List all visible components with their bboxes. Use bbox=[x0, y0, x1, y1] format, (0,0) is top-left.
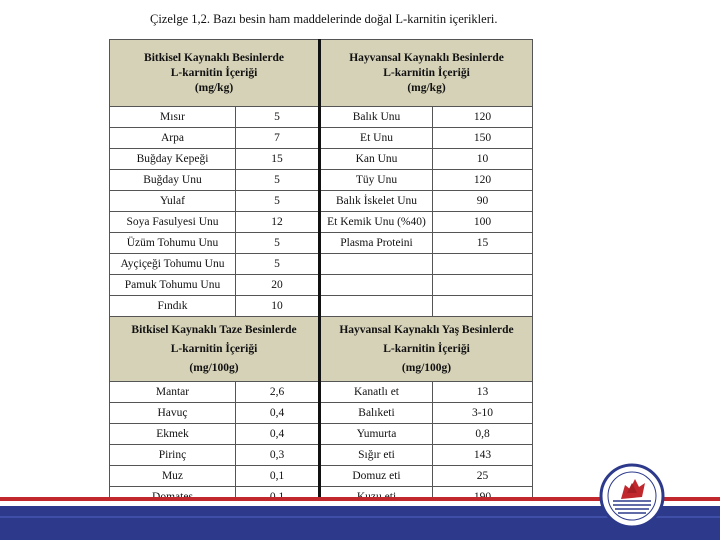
table-row bbox=[110, 275, 533, 296]
table-row bbox=[110, 107, 533, 128]
header-line: (mg/kg) bbox=[407, 81, 446, 94]
header-line: (mg/100g) bbox=[189, 361, 239, 374]
animal-value-cell: 13 bbox=[433, 382, 533, 403]
table-row bbox=[110, 403, 533, 424]
animal-value-cell bbox=[433, 296, 533, 317]
plant-value-cell: 5 bbox=[236, 191, 320, 212]
plant-name-cell: Mısır bbox=[110, 107, 236, 128]
animal-name-cell: Et Unu bbox=[320, 128, 433, 149]
animal-value-cell: 150 bbox=[433, 128, 533, 149]
plant-name-cell: Pamuk Tohumu Unu bbox=[110, 275, 236, 296]
plant-name-cell: Buğday Kepeği bbox=[110, 149, 236, 170]
table-row bbox=[110, 212, 533, 233]
plant-name-cell: Pirinç bbox=[110, 445, 236, 466]
plant-source-header bbox=[110, 317, 320, 382]
animal-value-cell: 10 bbox=[433, 149, 533, 170]
plant-value-cell: 5 bbox=[236, 254, 320, 275]
table-row bbox=[110, 191, 533, 212]
plant-name-cell: Arpa bbox=[110, 128, 236, 149]
header-line: Bitkisel Kaynaklı Besinlerde bbox=[144, 51, 284, 64]
table-row bbox=[110, 128, 533, 149]
plant-value-cell: 15 bbox=[236, 149, 320, 170]
animal-value-cell: 3-10 bbox=[433, 403, 533, 424]
header-line: L-karnitin İçeriği bbox=[383, 342, 470, 355]
header-line: Bitkisel Kaynaklı Taze Besinlerde bbox=[131, 323, 297, 336]
plant-value-cell: 10 bbox=[236, 296, 320, 317]
table-row bbox=[110, 254, 533, 275]
animal-name-cell bbox=[320, 254, 433, 275]
plant-name-cell: Buğday Unu bbox=[110, 170, 236, 191]
table-row bbox=[110, 233, 533, 254]
table-row bbox=[110, 382, 533, 403]
animal-source-header bbox=[320, 40, 533, 107]
animal-name-cell: Domuz eti bbox=[320, 466, 433, 487]
plant-name-cell: Üzüm Tohumu Unu bbox=[110, 233, 236, 254]
animal-name-cell: Balık İskelet Unu bbox=[320, 191, 433, 212]
plant-name-cell: Soya Fasulyesi Unu bbox=[110, 212, 236, 233]
animal-name-cell: Balıketi bbox=[320, 403, 433, 424]
animal-name-cell: Balık Unu bbox=[320, 107, 433, 128]
plant-name-cell: Ekmek bbox=[110, 424, 236, 445]
animal-value-cell: 120 bbox=[433, 170, 533, 191]
animal-name-cell: Et Kemik Unu (%40) bbox=[320, 212, 433, 233]
animal-name-cell: Yumurta bbox=[320, 424, 433, 445]
animal-value-cell: 100 bbox=[433, 212, 533, 233]
header-line: L-karnitin İçeriği bbox=[170, 342, 258, 355]
header-line: L-karnitin İçeriği bbox=[383, 66, 470, 79]
plant-name-cell: Ayçiçeği Tohumu Unu bbox=[110, 254, 236, 275]
university-logo-icon bbox=[599, 463, 665, 529]
animal-name-cell bbox=[320, 296, 433, 317]
animal-name-cell: Plasma Proteini bbox=[320, 233, 433, 254]
plant-value-cell: 20 bbox=[236, 275, 320, 296]
animal-source-header bbox=[320, 317, 533, 382]
header-line: (mg/kg) bbox=[194, 81, 234, 94]
animal-value-cell: 143 bbox=[433, 445, 533, 466]
animal-value-cell bbox=[433, 275, 533, 296]
plant-value-cell: 2,6 bbox=[236, 382, 320, 403]
header-line: Hayvansal Kaynaklı Besinlerde bbox=[349, 51, 504, 64]
animal-name-cell bbox=[320, 275, 433, 296]
animal-name-cell: Tüy Unu bbox=[320, 170, 433, 191]
table-row bbox=[110, 149, 533, 170]
animal-name-cell: Kanatlı et bbox=[320, 382, 433, 403]
l-carnitine-table bbox=[109, 39, 533, 508]
animal-value-cell: 15 bbox=[433, 233, 533, 254]
plant-value-cell: 5 bbox=[236, 170, 320, 191]
plant-value-cell: 5 bbox=[236, 107, 320, 128]
plant-name-cell: Yulaf bbox=[110, 191, 236, 212]
table-row bbox=[110, 170, 533, 191]
animal-value-cell: 0,8 bbox=[433, 424, 533, 445]
plant-name-cell: Muz bbox=[110, 466, 236, 487]
table-caption: Çizelge 1,2. Bazı besin ham maddelerinde doğal L-karnitin içerikleri. bbox=[150, 12, 498, 26]
header-line: (mg/100g) bbox=[401, 361, 452, 374]
table-row bbox=[110, 296, 533, 317]
table-header-row bbox=[110, 40, 533, 107]
plant-value-cell: 12 bbox=[236, 212, 320, 233]
plant-value-cell: 0,4 bbox=[236, 403, 320, 424]
plant-value-cell: 5 bbox=[236, 233, 320, 254]
animal-value-cell bbox=[433, 254, 533, 275]
table-row bbox=[110, 466, 533, 487]
animal-value-cell: 25 bbox=[433, 466, 533, 487]
table-row bbox=[110, 445, 533, 466]
animal-value-cell: 120 bbox=[433, 107, 533, 128]
table-row bbox=[110, 424, 533, 445]
plant-name-cell: Mantar bbox=[110, 382, 236, 403]
plant-source-header bbox=[110, 40, 320, 107]
animal-name-cell: Kan Unu bbox=[320, 149, 433, 170]
plant-name-cell: Havuç bbox=[110, 403, 236, 424]
header-line: Hayvansal Kaynaklı Yaş Besinlerde bbox=[339, 323, 514, 336]
plant-value-cell: 0,1 bbox=[236, 466, 320, 487]
plant-value-cell: 0,4 bbox=[236, 424, 320, 445]
animal-value-cell: 90 bbox=[433, 191, 533, 212]
plant-value-cell: 0,3 bbox=[236, 445, 320, 466]
plant-value-cell: 7 bbox=[236, 128, 320, 149]
header-line: L-karnitin İçeriği bbox=[170, 66, 258, 79]
table-header-row bbox=[110, 317, 533, 382]
animal-name-cell: Sığır eti bbox=[320, 445, 433, 466]
plant-name-cell: Fındık bbox=[110, 296, 236, 317]
